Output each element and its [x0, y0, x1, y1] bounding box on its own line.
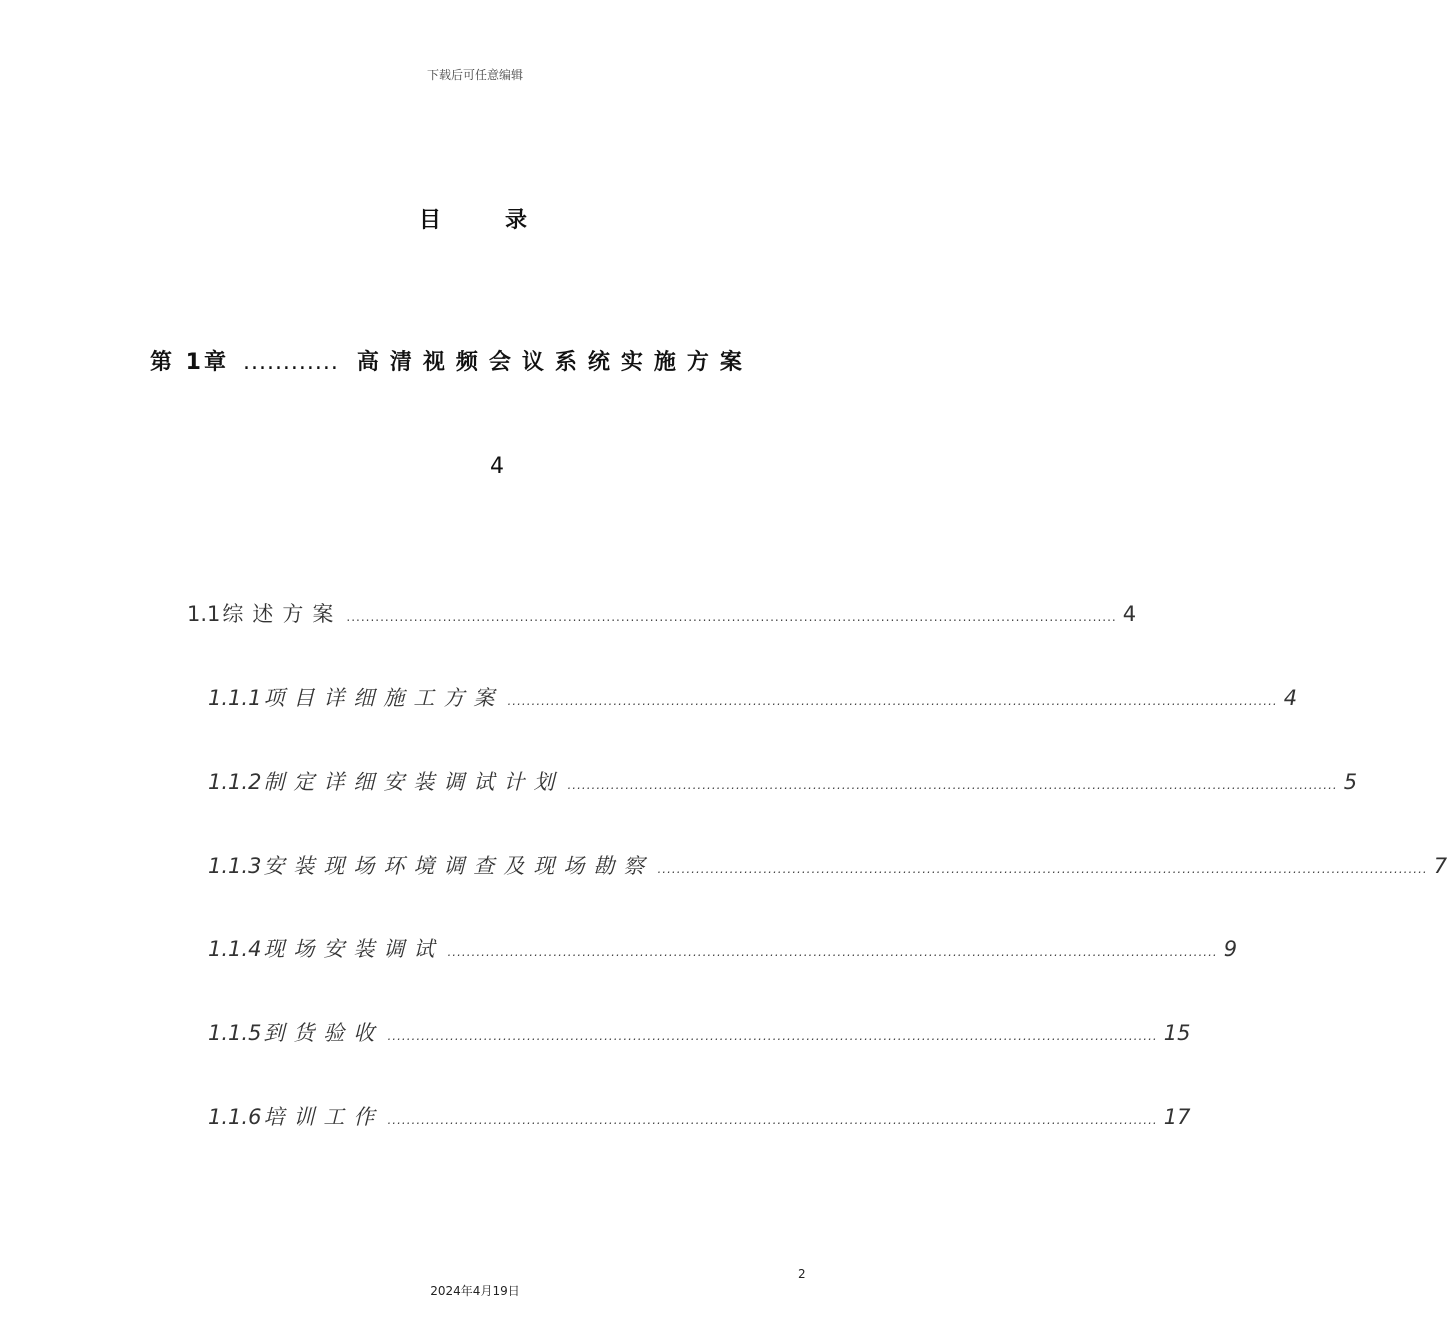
toc-entry-page: 15 — [1163, 1021, 1191, 1045]
toc-title-left: 目 — [418, 208, 445, 233]
toc-entry-leader: ................................................................................................................................................................ — [346, 610, 1117, 624]
toc-entry-1-1[interactable] — [187, 598, 1137, 628]
toc-entry-label: 到货验收 — [263, 1021, 384, 1045]
toc-entry-1-1-2[interactable] — [208, 766, 1358, 796]
toc-entry-number: 1.1 — [187, 602, 221, 626]
toc-entry-page: 4 — [1283, 686, 1298, 710]
toc-entry-number: 1.1.2 — [208, 770, 262, 794]
toc-entry-label: 培训工作 — [263, 1105, 384, 1129]
toc-entry-1-1-3[interactable] — [208, 850, 1447, 880]
toc-entry-leader: ................................................................................................................................................................ — [507, 694, 1278, 708]
toc-entry-number: 1.1.5 — [208, 1021, 262, 1045]
toc-entry-label: 现场安装调试 — [263, 937, 444, 961]
chapter-leader: ............ — [242, 350, 339, 375]
toc-entry-number: 1.1.3 — [208, 854, 262, 878]
toc-entry-page: 5 — [1343, 770, 1358, 794]
toc-entry-label: 项目详细施工方案 — [263, 686, 504, 710]
toc-title-right: 录 — [505, 208, 532, 233]
toc-entry-label: 制定详细安装调试计划 — [263, 770, 564, 794]
toc-entry-label: 安装现场环境调查及现场勘察 — [263, 854, 654, 878]
toc-entry-page: 4 — [1122, 602, 1137, 626]
toc-entry-leader: ................................................................................................................................................................ — [657, 862, 1428, 876]
chapter-prefix: 第 1章 — [150, 350, 229, 375]
toc-entry-page: 9 — [1223, 937, 1238, 961]
toc-entry-leader: ................................................................................................................................................................ — [387, 1029, 1158, 1043]
toc-chapter-entry[interactable] — [150, 345, 790, 376]
page-footer-date: 2024年4月19日 — [430, 1284, 520, 1298]
toc-entry-1-1-1[interactable] — [208, 682, 1298, 712]
toc-entry-leader: ................................................................................................................................................................ — [387, 1113, 1158, 1127]
toc-entry-leader: ................................................................................................................................................................ — [447, 945, 1218, 959]
toc-entry-1-1-5[interactable] — [208, 1017, 1191, 1047]
chapter-title: 高清视频会议系统实施方案 — [356, 350, 753, 375]
chapter-page-number: 4 — [490, 454, 504, 479]
toc-entry-label: 综述方案 — [222, 602, 343, 626]
toc-entry-number: 1.1.4 — [208, 937, 262, 961]
toc-entry-number: 1.1.6 — [208, 1105, 262, 1129]
toc-entry-1-1-4[interactable] — [208, 933, 1238, 963]
page-number: 2 — [798, 1267, 806, 1281]
toc-entry-leader: ................................................................................................................................................................ — [567, 778, 1338, 792]
toc-entry-1-1-6[interactable] — [208, 1101, 1191, 1131]
toc-title — [0, 203, 950, 234]
toc-entry-page: 17 — [1163, 1105, 1191, 1129]
page-header: 下载后可任意编辑 — [426, 68, 523, 82]
toc-entry-page: 7 — [1433, 854, 1447, 878]
toc-entry-number: 1.1.1 — [208, 686, 262, 710]
